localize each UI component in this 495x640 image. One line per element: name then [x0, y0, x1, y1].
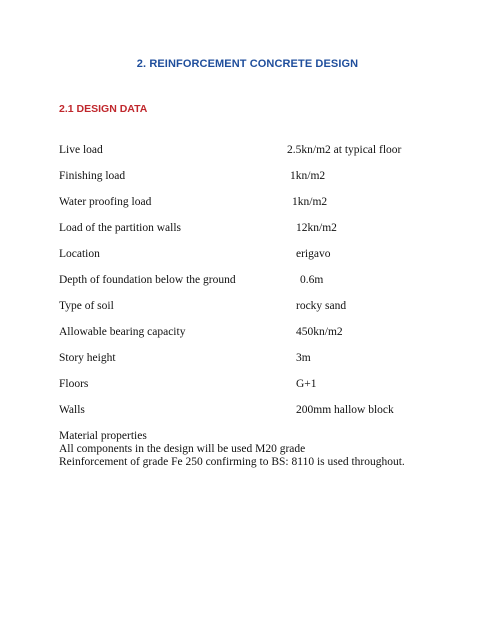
design-data-row [59, 273, 439, 287]
design-data-row [59, 403, 439, 417]
row-label: Location [59, 248, 100, 260]
row-value: 0.6m [300, 274, 324, 286]
row-label: Water proofing load [59, 196, 152, 208]
design-data-row [59, 351, 439, 365]
row-value: 3m [296, 352, 311, 364]
row-label: Allowable bearing capacity [59, 326, 186, 338]
design-data-row [59, 169, 439, 183]
notes-line: All components in the design will be used M20 grade [59, 443, 306, 455]
row-value: erigavo [296, 248, 331, 260]
row-value: 1kn/m2 [290, 170, 326, 182]
section-heading: 2.1 DESIGN DATA [59, 103, 148, 115]
material-properties-notes [59, 430, 459, 469]
row-value: 1kn/m2 [292, 196, 328, 208]
design-data-row [59, 195, 439, 209]
row-label: Walls [59, 404, 85, 416]
design-data-row [59, 377, 439, 391]
row-value: 2.5kn/m2 at typical floor [287, 144, 402, 156]
design-data-row [59, 325, 439, 339]
row-value: rocky sand [296, 300, 347, 312]
row-label: Floors [59, 378, 89, 390]
row-label: Finishing load [59, 170, 126, 182]
row-value: 200mm hallow block [296, 404, 394, 416]
row-value: 450kn/m2 [296, 326, 343, 338]
row-label: Live load [59, 144, 103, 156]
row-label: Depth of foundation below the ground [59, 274, 236, 286]
document-title: 2. REINFORCEMENT CONCRETE DESIGN [136, 58, 359, 70]
design-data-row [59, 247, 439, 261]
row-label: Type of soil [59, 300, 114, 312]
notes-heading: Material properties [59, 430, 147, 442]
row-value: G+1 [296, 378, 317, 390]
row-label: Story height [59, 352, 116, 364]
design-data-row [59, 299, 439, 313]
row-value: 12kn/m2 [296, 222, 337, 234]
design-data-row [59, 221, 439, 235]
design-data-row [59, 143, 439, 157]
row-label: Load of the partition walls [59, 222, 181, 234]
notes-line: Reinforcement of grade Fe 250 confirming to BS: 8110 is used throughout. [59, 456, 405, 468]
